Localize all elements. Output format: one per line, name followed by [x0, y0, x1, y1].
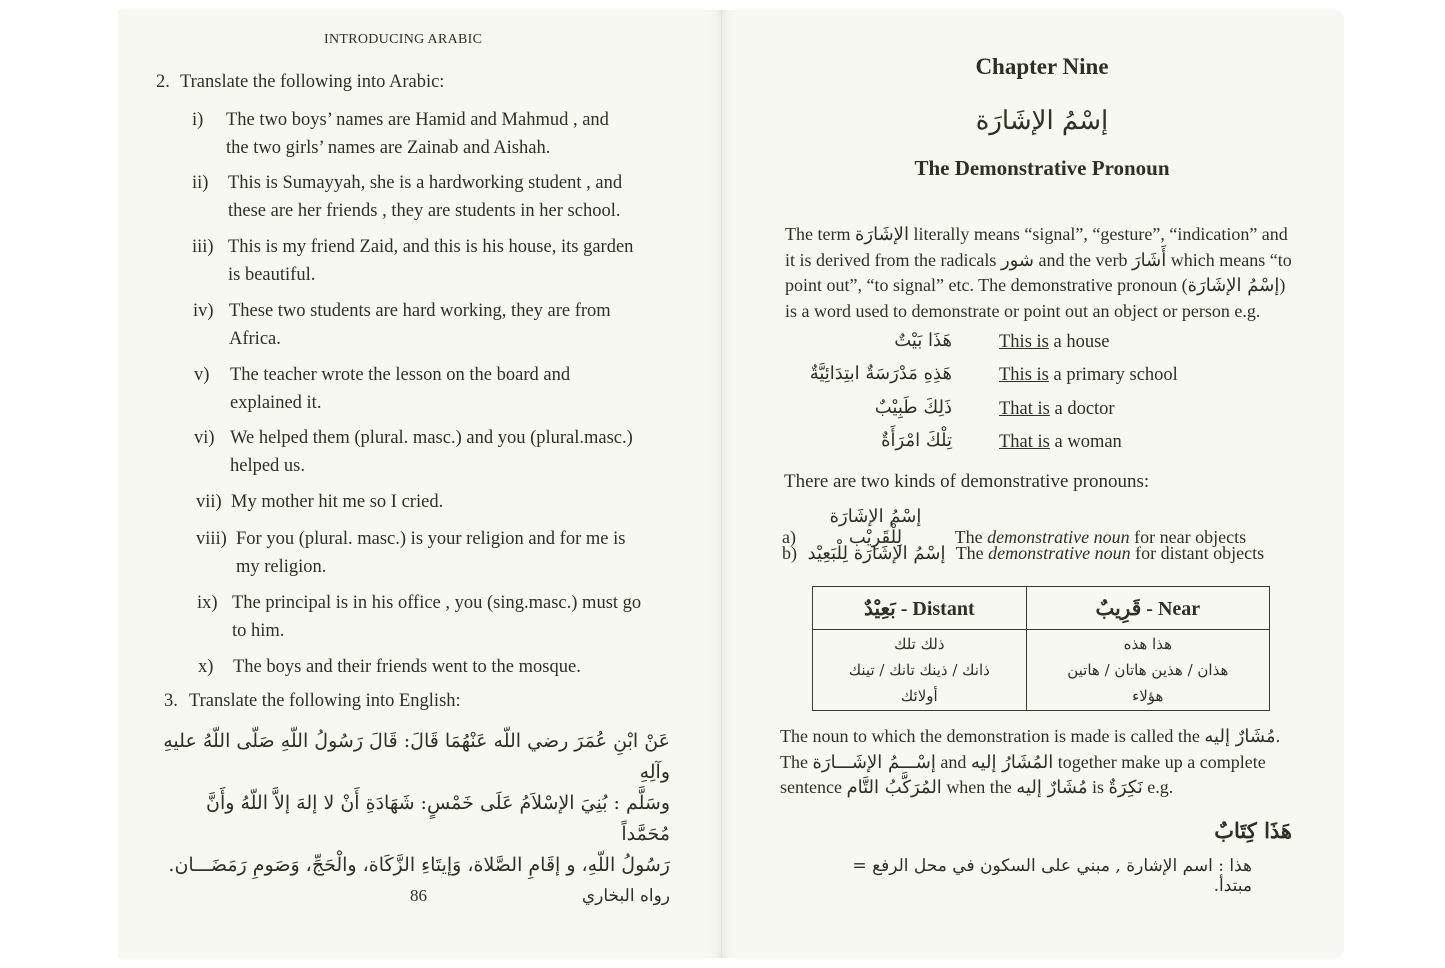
exercise-text	[228, 233, 668, 289]
example-english	[999, 432, 1122, 453]
exercise-line: my religion.	[236, 557, 327, 577]
chapter-arabic-title: إسْمُ الإشَارَة	[975, 106, 1109, 136]
example-english-underlined: This is	[999, 365, 1049, 385]
distant-header: بَعِيْدٌ - Distant	[813, 587, 1027, 630]
exercise-line: These two students are hard working, they are from	[229, 301, 611, 321]
question-3-title: Translate the following into English:	[189, 691, 461, 711]
intro-paragraph	[785, 222, 1315, 324]
page-number: 86	[410, 886, 427, 905]
exercise-line: Africa.	[229, 329, 281, 349]
exercise-line: helped us.	[230, 456, 306, 476]
running-head: INTRODUCING ARABIC	[324, 32, 483, 47]
example-english-rest: a doctor	[1049, 399, 1115, 419]
example-sentence: هَذَا كِتَابٌ	[1214, 818, 1292, 843]
closing-line: The إسْـــمُ الإشَـــارَة and المُشَارُ إليه together make up a complete	[780, 751, 1266, 773]
exercise-number: vii)	[196, 492, 222, 512]
closing-line: The noun to which the demonstration is made is called the مُشَارٌ إليه.	[780, 726, 1281, 747]
exercise-text	[228, 169, 668, 225]
question-2-number: 2.	[156, 72, 170, 92]
exercise-text	[231, 488, 671, 516]
exercise-line: these are her friends , they are students in her school.	[228, 201, 621, 221]
example-english	[999, 332, 1109, 353]
example-english-rest: a primary school	[1048, 365, 1178, 385]
exercise-text	[233, 653, 673, 681]
exercise-number: x)	[198, 657, 214, 677]
hadith-line: رَسُولُ اللّهِ، و إقَامِ الصَّلاة، وَإيتَاءِ الزَّكَاة، والْحَجِّ، وَصَومِ رَمَضَـــان.	[168, 854, 670, 876]
kinds-intro: There are two kinds of demonstrative pronouns:	[784, 471, 1150, 492]
question-2-title: Translate the following into Arabic:	[180, 72, 445, 92]
exercise-text	[236, 525, 676, 581]
example-english-rest: a house	[1048, 332, 1110, 352]
exercise-text	[232, 589, 672, 645]
hadith-text	[160, 726, 670, 912]
example-english-rest: a woman	[1049, 432, 1122, 452]
exercise-text	[230, 361, 670, 417]
intro-line: point out”, “to signal” etc. The demonstrative pronoun (إسْمُ الإشَارَة)	[785, 275, 1286, 296]
hadith-line: عَنْ ابْنِ عُمَرَ رضي اللّه عَنْهُمَا قَالَ: قَالَ رَسُولُ اللّهِ صَلّى اللّهُ عليهِ وآلِهِ	[163, 730, 670, 783]
chapter-subtitle: The Demonstrative Pronoun	[914, 156, 1170, 180]
example-english	[999, 365, 1178, 386]
demonstrative-table	[812, 586, 1270, 711]
exercise-line: The boys and their friends went to the mosque.	[233, 657, 581, 677]
intro-line: it is derived from the radicals شور and the verb أَشَارَ which means “to	[785, 249, 1292, 271]
kind-near: a) إسْمُ الإشَارَة لِلْقَرِيْب The demonstrative noun for near objects	[782, 506, 1247, 548]
exercise-line: The principal is in his office , you (sing.masc.) must go	[232, 593, 642, 613]
exercise-line: For you (plural. masc.) is your religion and for me is	[236, 529, 626, 549]
exercise-text	[229, 297, 669, 353]
closing-line: sentence المُرَكَّبُ التَّام when the مُشَارٌ إليه is نَكِرَةٌ e.g.	[780, 777, 1174, 798]
hadith-line: وسَلَّم : بُنِيَ الإسْلاَمُ عَلَى خَمْسٍ: شَهَادَةِ أَنْ لا إلهَ إلاَّ اللّهُ وأَنَّ مُحَمَّداً	[206, 792, 670, 845]
exercise-line: explained it.	[230, 393, 322, 413]
exercise-line: My mother hit me so I cried.	[231, 492, 444, 512]
kind-distant: b) إسْمُ الإشَارَة لِلْبَعِيْد The demonstrative noun for distant objects	[782, 543, 1265, 564]
example-english-underlined: That is	[999, 432, 1050, 452]
exercise-line: We helped them (plural. masc.) and you (plural.masc.)	[230, 428, 633, 448]
exercise-line: This is my friend Zaid, and this is his house, its garden	[228, 237, 634, 257]
exercise-number: ix)	[197, 593, 218, 613]
intro-line: The term الإشَارَة literally means “signal”, “gesture”, “indication” and	[785, 224, 1288, 245]
distant-cell: ذلك تلك ذانك / ذينك تانك / تينك أولائك	[813, 630, 1027, 711]
exercise-number: ii)	[192, 173, 209, 193]
example-english	[999, 399, 1115, 420]
exercise-text	[226, 106, 666, 162]
closing-paragraph	[780, 724, 1320, 801]
example-english-underlined: That is	[999, 399, 1050, 419]
exercise-line: is beautiful.	[228, 265, 316, 285]
exercise-line: to him.	[232, 621, 285, 641]
example-arabic: تِلْكَ امْرَأَةٌ	[881, 430, 952, 451]
hadith-source: رواه البخاري	[581, 886, 670, 906]
grammatical-analysis: هذا : اسم الإشارة , مبني على السكون في محل الرفع = مبتدأ.	[852, 856, 1252, 896]
exercise-text	[230, 424, 670, 480]
exercise-number: iii)	[192, 237, 214, 257]
exercise-number: iv)	[193, 301, 214, 321]
exercise-number: i)	[192, 110, 204, 130]
example-arabic: هَذِهِ مَدْرَسَةٌ ابتِدَائِيَّةٌ	[809, 363, 952, 384]
chapter-title: Chapter Nine	[975, 54, 1109, 79]
exercise-number: vi)	[194, 428, 215, 448]
question-3-number: 3.	[164, 691, 178, 711]
exercise-line: the two girls’ names are Zainab and Aishah.	[226, 138, 551, 158]
example-english-underlined: This is	[999, 332, 1049, 352]
exercise-number: viii)	[196, 529, 227, 549]
exercise-number: v)	[194, 365, 210, 385]
right-page	[722, 10, 1344, 958]
intro-line: is a word used to demonstrate or point out an object or person e.g.	[785, 300, 1261, 321]
example-arabic: ذَلِكَ طَبِيْبٌ	[874, 397, 952, 418]
near-cell: هذا هذه هذان / هذين هاتان / هاتين هؤلاء	[1026, 630, 1269, 711]
example-arabic: هَذَا بَيْتٌ	[894, 330, 952, 351]
left-page	[118, 10, 722, 958]
exercise-line: This is Sumayyah, she is a hardworking student , and	[228, 173, 623, 193]
near-header: قَرِيبٌ - Near	[1026, 587, 1269, 630]
exercise-line: The two boys’ names are Hamid and Mahmud , and	[226, 110, 609, 130]
exercise-line: The teacher wrote the lesson on the board and	[230, 365, 571, 385]
